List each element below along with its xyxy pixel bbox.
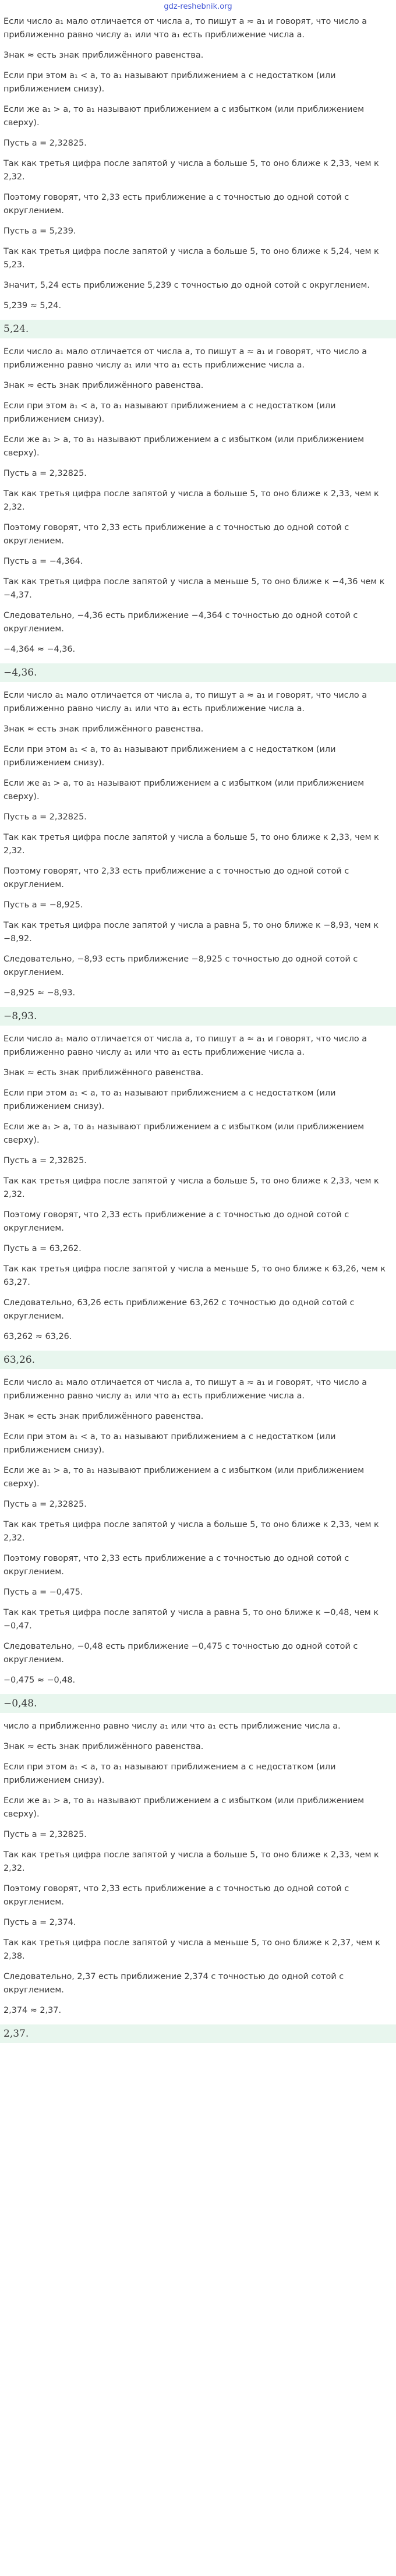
paragraph: Знак ≈ есть знак приближённого равенства. xyxy=(3,1068,204,1077)
paragraph: 63,262 ≈ 63,26. xyxy=(3,1332,72,1341)
paragraph: Так как третья цифра после запятой у числа a больше 5, то оно ближе к 2,33, чем к 2,32. xyxy=(3,1176,382,1199)
paragraph: 5,239 ≈ 5,24. xyxy=(3,301,62,310)
paragraph: Пусть a = −8,925. xyxy=(3,900,83,910)
paragraph: Пусть a = 2,32825. xyxy=(3,1500,87,1509)
paragraph: Так как третья цифра после запятой у числа a больше 5, то оно ближе к 2,33, чем к 2,32. xyxy=(3,1520,382,1543)
paragraph: Так как третья цифра после запятой у числа a больше 5, то оно ближе к 2,33, чем к 2,32. xyxy=(3,159,382,182)
paragraph: Так как третья цифра после запятой у числа a больше 5, то оно ближе к 2,33, чем к 2,32. xyxy=(3,1850,382,1873)
paragraph: Поэтому говорят, что 2,33 есть приближение a с точностью до одной сотой с округлением. xyxy=(3,1210,352,1233)
paragraph: Знак ≈ есть знак приближённого равенства. xyxy=(3,725,204,734)
paragraph: Если же a₁ > a, то a₁ называют приближением a с избытком (или приближением сверху). xyxy=(3,105,367,128)
paragraph: Если число a₁ мало отличается от числа a, то пишут a ≈ a₁ и говорят, что число a приближенно равно числу a₁ или что a₁ есть приближение числа a. xyxy=(3,1378,370,1401)
answer-highlight: −8,93. xyxy=(0,1007,396,1026)
paragraph: Так как третья цифра после запятой у числа a больше 5, то оно ближе к 5,24, чем к 5,23. xyxy=(3,247,382,270)
paragraph: Если при этом a₁ < a, то a₁ называют приближением a с недостатком (или приближением снизу). xyxy=(3,71,339,94)
paragraph: Если при этом a₁ < a, то a₁ называют приближением a с недостатком (или приближением снизу). xyxy=(3,1432,339,1455)
paragraph: Так как третья цифра после запятой у числа a больше 5, то оно ближе к 2,33, чем к 2,32. xyxy=(3,489,382,512)
paragraph: Следовательно, −8,93 есть приближение −8,925 с точностью до одной сотой с округлением. xyxy=(3,955,360,977)
paragraph: Если при этом a₁ < a, то a₁ называют приближением a с недостатком (или приближением снизу). xyxy=(3,1762,339,1785)
paragraph: Если же a₁ > a, то a₁ называют приближением a с избытком (или приближением сверху). xyxy=(3,435,367,458)
paragraph: Если число a₁ мало отличается от числа a, то пишут a ≈ a₁ и говорят, что число a приближенно равно числу a₁ или что a₁ есть приближение числа a. xyxy=(3,1034,370,1057)
paragraph: Значит, 5,24 есть приближение 5,239 с точностью до одной сотой с округлением. xyxy=(3,281,370,290)
paragraph: Пусть a = 2,32825. xyxy=(3,1156,87,1165)
paragraph: Если при этом a₁ < a, то a₁ называют приближением a с недостатком (или приближением снизу). xyxy=(3,401,339,424)
paragraph: Если же a₁ > a, то a₁ называют приближением a с избытком (или приближением сверху). xyxy=(3,779,367,801)
paragraph: Знак ≈ есть знак приближённого равенства. xyxy=(3,1742,204,1751)
answer-highlight: −4,36. xyxy=(0,663,396,682)
paragraph: Пусть a = −4,364. xyxy=(3,557,83,566)
solution-block xyxy=(3,1376,393,1713)
paragraph: Если при этом a₁ < a, то a₁ называют приближением a с недостатком (или приближением снизу). xyxy=(3,1089,339,1111)
paragraph: Следовательно, 63,26 есть приближение 63,262 с точностью до одной сотой с округлением. xyxy=(3,1298,358,1321)
site-link[interactable]: gdz-reshebnik.org xyxy=(164,2,232,11)
solution-block xyxy=(3,1033,393,1369)
paragraph: Пусть a = 2,374. xyxy=(3,1918,76,1927)
paragraph: Пусть a = 2,32825. xyxy=(3,139,87,148)
paragraph: Пусть a = 63,262. xyxy=(3,1244,82,1253)
paragraph: Пусть a = 5,239. xyxy=(3,227,76,236)
paragraph: Если число a₁ мало отличается от числа a, то пишут a ≈ a₁ и говорят, что число a приближенно равно числу a₁ или что a₁ есть приближение числа a. xyxy=(3,691,370,713)
answer-highlight: −0,48. xyxy=(0,1694,396,1713)
answer-highlight: 63,26. xyxy=(0,1351,396,1369)
paragraph: Так как третья цифра после запятой у числа a равна 5, то оно ближе к −0,48, чем к −0,47. xyxy=(3,1608,381,1631)
answer-highlight: 2,37. xyxy=(0,2024,396,2043)
paragraph: Следовательно, −4,36 есть приближение −4,364 с точностью до одной сотой с округлением. xyxy=(3,611,360,634)
solution-document xyxy=(0,15,396,2043)
paragraph: Знак ≈ есть знак приближённого равенства. xyxy=(3,51,204,60)
solution-block xyxy=(3,345,393,682)
solution-block xyxy=(3,1720,393,2043)
paragraph: Если число a₁ мало отличается от числа a, то пишут a ≈ a₁ и говорят, что число a приближенно равно числу a₁ или что a₁ есть приближение числа a. xyxy=(3,17,370,40)
paragraph: Если же a₁ > a, то a₁ называют приближением a с избытком (или приближением сверху). xyxy=(3,1796,367,1819)
paragraph: Так как третья цифра после запятой у числа a равна 5, то оно ближе к −8,93, чем к −8,92. xyxy=(3,921,381,944)
paragraph: Поэтому говорят, что 2,33 есть приближение a с точностью до одной сотой с округлением. xyxy=(3,193,352,215)
paragraph: Если число a₁ мало отличается от числа a, то пишут a ≈ a₁ и говорят, что число a приближенно равно числу a₁ или что a₁ есть приближение числа a. xyxy=(3,347,370,370)
paragraph: Так как третья цифра после запятой у числа a больше 5, то оно ближе к 2,33, чем к 2,32. xyxy=(3,833,382,856)
site-header xyxy=(0,0,396,15)
paragraph: Пусть a = 2,32825. xyxy=(3,1830,87,1839)
paragraph: −4,364 ≈ −4,36. xyxy=(3,645,76,654)
solution-block xyxy=(3,15,393,338)
paragraph: Поэтому говорят, что 2,33 есть приближение a с точностью до одной сотой с округлением. xyxy=(3,523,352,546)
paragraph: Знак ≈ есть знак приближённого равенства. xyxy=(3,1412,204,1421)
paragraph: Если же a₁ > a, то a₁ называют приближением a с избытком (или приближением сверху). xyxy=(3,1122,367,1145)
paragraph: Пусть a = 2,32825. xyxy=(3,469,87,478)
paragraph: Если при этом a₁ < a, то a₁ называют приближением a с недостатком (или приближением снизу). xyxy=(3,745,339,768)
paragraph: −8,925 ≈ −8,93. xyxy=(3,988,76,998)
paragraph: Пусть a = −0,475. xyxy=(3,1588,83,1597)
paragraph: Так как третья цифра после запятой у числа a меньше 5, то оно ближе к 63,26, чем к 63,27. xyxy=(3,1264,388,1287)
paragraph: Поэтому говорят, что 2,33 есть приближение a с точностью до одной сотой с округлением. xyxy=(3,1554,352,1577)
paragraph: −0,475 ≈ −0,48. xyxy=(3,1676,76,1685)
answer-highlight: 5,24. xyxy=(0,320,396,338)
paragraph: Так как третья цифра после запятой у числа a меньше 5, то оно ближе к 2,37, чем к 2,38. xyxy=(3,1938,383,1961)
paragraph: Знак ≈ есть знак приближённого равенства. xyxy=(3,381,204,390)
paragraph: Если же a₁ > a, то a₁ называют приближением a с избытком (или приближением сверху). xyxy=(3,1466,367,1489)
paragraph: число a приближенно равно числу a₁ или что a₁ есть приближение числа a. xyxy=(3,1722,341,1731)
paragraph: 2,374 ≈ 2,37. xyxy=(3,2006,62,2015)
solution-block xyxy=(3,689,393,1026)
paragraph: Поэтому говорят, что 2,33 есть приближение a с точностью до одной сотой с округлением. xyxy=(3,867,352,889)
paragraph: Пусть a = 2,32825. xyxy=(3,812,87,822)
paragraph: Так как третья цифра после запятой у числа a меньше 5, то оно ближе к −4,36 чем к −4,37. xyxy=(3,577,388,600)
paragraph: Следовательно, −0,48 есть приближение −0,475 с точностью до одной сотой с округлением. xyxy=(3,1642,360,1665)
paragraph: Поэтому говорят, что 2,33 есть приближение a с точностью до одной сотой с округлением. xyxy=(3,1884,352,1907)
paragraph: Следовательно, 2,37 есть приближение 2,374 с точностью до одной сотой с округлением. xyxy=(3,1972,346,1995)
